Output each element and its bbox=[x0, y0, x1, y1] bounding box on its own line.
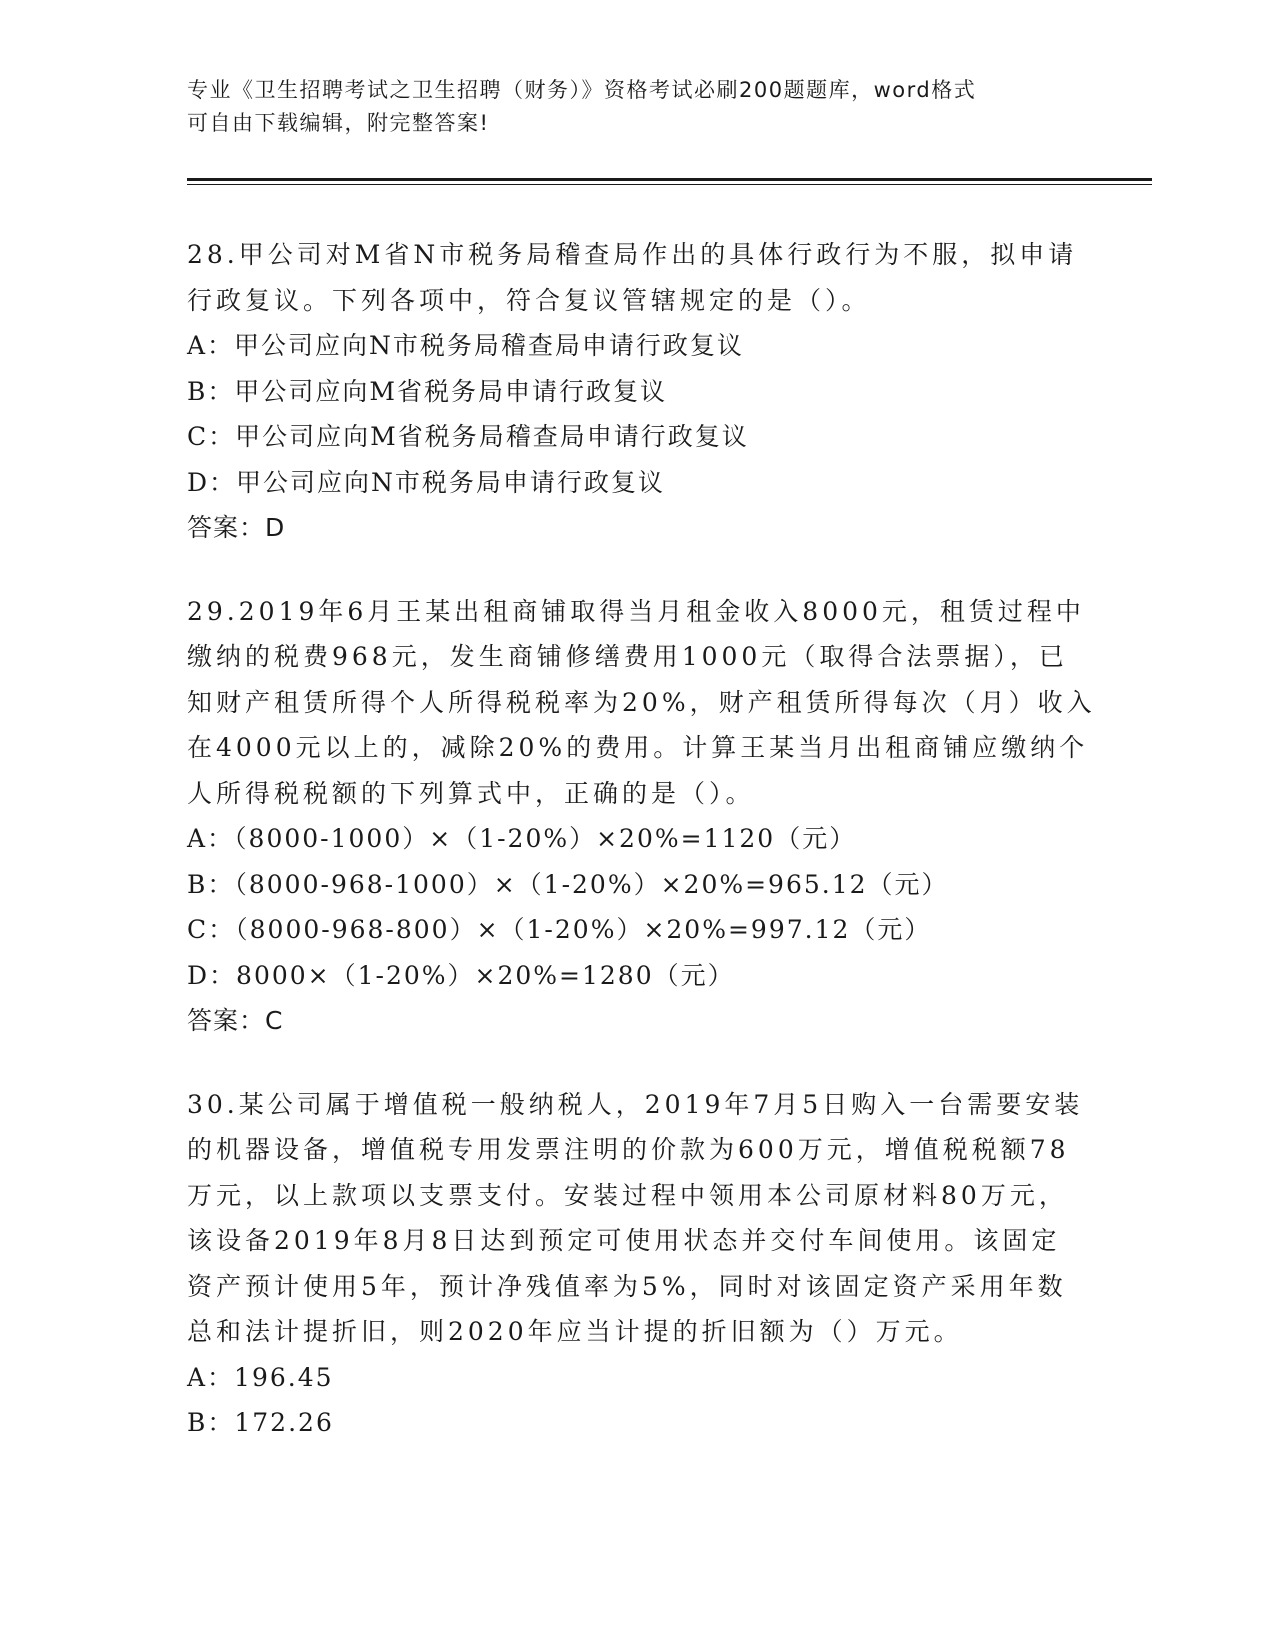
option-a: A：甲公司应向N市税务局稽查局申请行政复议 bbox=[187, 331, 744, 360]
option-d: D：8000×（1-20%）×20%=1280（元） bbox=[187, 960, 735, 990]
option-a: A：196.45 bbox=[187, 1362, 334, 1392]
option-b: B：甲公司应向M省税务局申请行政复议 bbox=[187, 376, 667, 406]
option-c: C：（8000-968-800）×（1-20%）×20%=997.12（元） bbox=[187, 915, 932, 944]
question-text-line: 总和法计提折旧，则2020年应当计提的折旧额为（）万元。 bbox=[187, 1317, 963, 1346]
option-a: A：（8000-1000）×（1-20%）×20%=1120（元） bbox=[187, 824, 857, 853]
header-line-2: 可自由下载编辑，附完整答案! bbox=[187, 111, 490, 135]
question-29 bbox=[187, 589, 1096, 1044]
answer-line: 答案：D bbox=[187, 513, 286, 542]
document-header bbox=[187, 74, 1087, 140]
question-text-line: 28.甲公司对M省N市税务局稽查局作出的具体行政行为不服，拟申请 bbox=[187, 240, 1078, 269]
header-line-1: 专业《卫生招聘考试之卫生招聘（财务）》资格考试必刷200题题库，word格式 bbox=[187, 78, 977, 102]
option-b: B：（8000-968-1000）×（1-20%）×20%=965.12（元） bbox=[187, 869, 949, 899]
question-text-line: 缴纳的税费968元，发生商铺修缮费用1000元（取得合法票据），已 bbox=[187, 642, 1068, 671]
question-30 bbox=[187, 1082, 1087, 1446]
question-text-line: 行政复议。下列各项中，符合复议管辖规定的是（）。 bbox=[187, 285, 871, 315]
question-text-line: 资产预计使用5年，预计净残值率为5%，同时对该固定资产采用年数 bbox=[187, 1271, 1067, 1301]
question-text-line: 知财产租赁所得个人所得税税率为20%，财产租赁所得每次（月）收入 bbox=[187, 687, 1096, 717]
question-text-line: 29.2019年6月王某出租商铺取得当月租金收入8000元，租赁过程中 bbox=[187, 596, 1085, 626]
option-c: C：甲公司应向M省税务局稽查局申请行政复议 bbox=[187, 422, 749, 451]
question-text-line: 该设备2019年8月8日达到预定可使用状态并交付车间使用。该固定 bbox=[187, 1226, 1061, 1255]
question-list bbox=[187, 232, 1096, 1484]
option-d: D：甲公司应向N市税务局申请行政复议 bbox=[187, 467, 665, 497]
question-text-line: 万元，以上款项以支票支付。安装过程中领用本公司原材料80万元， bbox=[187, 1180, 1068, 1210]
question-text-line: 人所得税税额的下列算式中，正确的是（）。 bbox=[187, 778, 755, 808]
header-divider-thin bbox=[187, 184, 1152, 185]
answer-line: 答案：C bbox=[187, 1006, 284, 1035]
question-text-line: 30.某公司属于增值税一般纳税人，2019年7月5日购入一台需要安装 bbox=[187, 1089, 1084, 1119]
question-28 bbox=[187, 232, 1087, 551]
header-divider-thick bbox=[187, 178, 1152, 181]
option-b: B：172.26 bbox=[187, 1408, 334, 1437]
question-text-line: 在4000元以上的，减除20%的费用。计算王某当月出租商铺应缴纳个 bbox=[187, 733, 1089, 762]
question-text-line: 的机器设备，增值税专用发票注明的价款为600万元，增值税税额78 bbox=[187, 1135, 1070, 1164]
